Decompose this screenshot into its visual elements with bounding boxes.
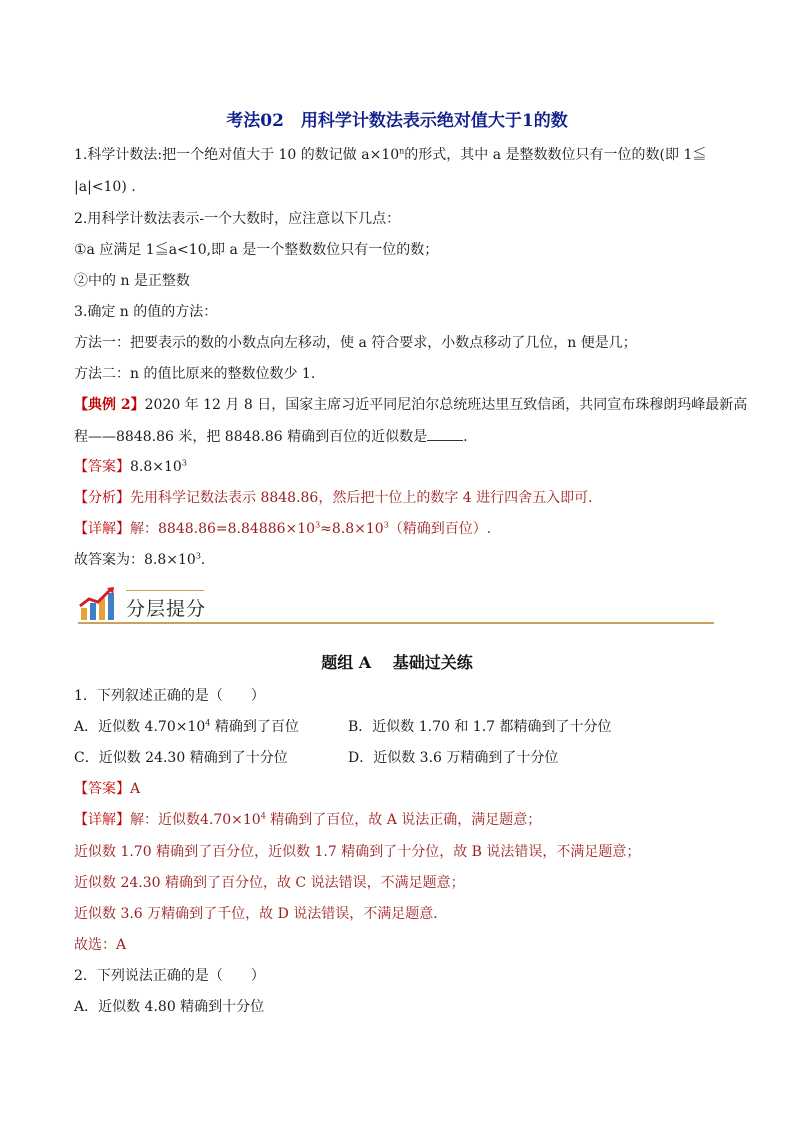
answer-tag: 【答案】 [74,459,130,475]
example-answer: 【答案】$8.8\times 10^3$ [74,458,187,475]
intro-point-2: 2.用科学计数法表示-一个大数时，应注意以下几点： [74,211,401,227]
q1-detail-1: 【详解】解：近似数$4.70\times 10^4$ 精确到了百位，故 A 说法正确，满足题意； [74,811,542,828]
example-detail: 【详解】解：$8848.86=8.84886\times 10^3\approx 8.8\times 10^3$（精确到百位）. [74,520,492,537]
detail-tag: 【详解】 [74,521,130,537]
example-question-cont: 程——8848.86 米，把 8848.86 精确到百位的近似数是 . [74,426,468,447]
banner-label: 分层提分 [126,598,207,620]
answer-tag: 【答案】 [74,781,130,797]
intro-point-1: 1.科学计数法:把一个绝对值大于 10 的数记做 $a\times 10^n$的形式，其中 a 是整数数位只有一位的数(即 1≦ [74,146,707,163]
intro-point-2b: ②中的 n 是正整数 [74,273,190,289]
detail-tag: 【详解】 [74,812,130,828]
rising-bar-chart-icon [78,586,116,622]
intro-point-1-cont: |a|<10) . [74,179,136,195]
banner-divider [78,622,714,624]
example-analysis: 【分析】先用科学记数法表示 8848.86，然后把十位上的数字 4 进行四舍五入即可． [74,490,603,506]
q1-option-d: D．近似数 3.6 万精确到了十分位 [348,750,559,766]
q2-option-a: A．近似数 4.80 精确到十分位 [74,999,265,1015]
example-result: 故答案为：$8.8\times 10^3$． [74,551,215,568]
q1-final: 故选：A [74,937,127,953]
answer-blank [427,426,463,441]
q1-answer: 【答案】A [74,781,141,797]
intro-point-2a: ①a 应满足 1≦a<10,即 a 是一个整数数位只有一位的数； [74,242,439,258]
method-one: 方法一：把要表示的数的小数点向左移动，使 a 符合要求，小数点移动了几位，n 便是几； [74,335,637,351]
example-tag: 【典例 2】 [74,397,145,413]
q1-stem: 1．下列叙述正确的是（ ） [74,688,265,704]
section-title: 考法02 用科学计数法表示绝对值大于1的数 [226,111,568,131]
q1-option-c: C．近似数 24.30 精确到了十分位 [74,750,288,766]
example-question: 【典例 2】2020 年 12 月 8 日，国家主席习近平同尼泊尔总统班达里互致信函，共同宣布珠穆朗玛峰最新高 [74,397,748,413]
group-title: 题组 A 基础过关练 [321,653,473,672]
intro-point-3: 3.确定 n 的值的方法： [74,304,218,320]
q1-option-b: B．近似数 1.70 和 1.7 都精确到了十分位 [348,719,612,735]
q1-detail-4: 近似数 3.6 万精确到了千位，故 D 说法错误，不满足题意． [74,906,448,922]
method-two: 方法二：n 的值比原来的整数位数少 1. [74,366,316,382]
q1-option-a: A．近似数 $4.70\times 10^4$ 精确到了百位 [74,718,299,735]
banner-top-line [126,590,204,591]
q2-stem: 2．下列说法正确的是（ ） [74,968,265,984]
analysis-tag: 【分析】 [74,490,130,506]
q1-detail-2: 近似数 1.70 精确到了百分位，近似数 1.7 精确到了十分位，故 B 说法错误，不满足题意； [74,844,641,860]
q1-detail-3: 近似数 24.30 精确到了百分位，故 C 说法错误，不满足题意； [74,875,465,891]
